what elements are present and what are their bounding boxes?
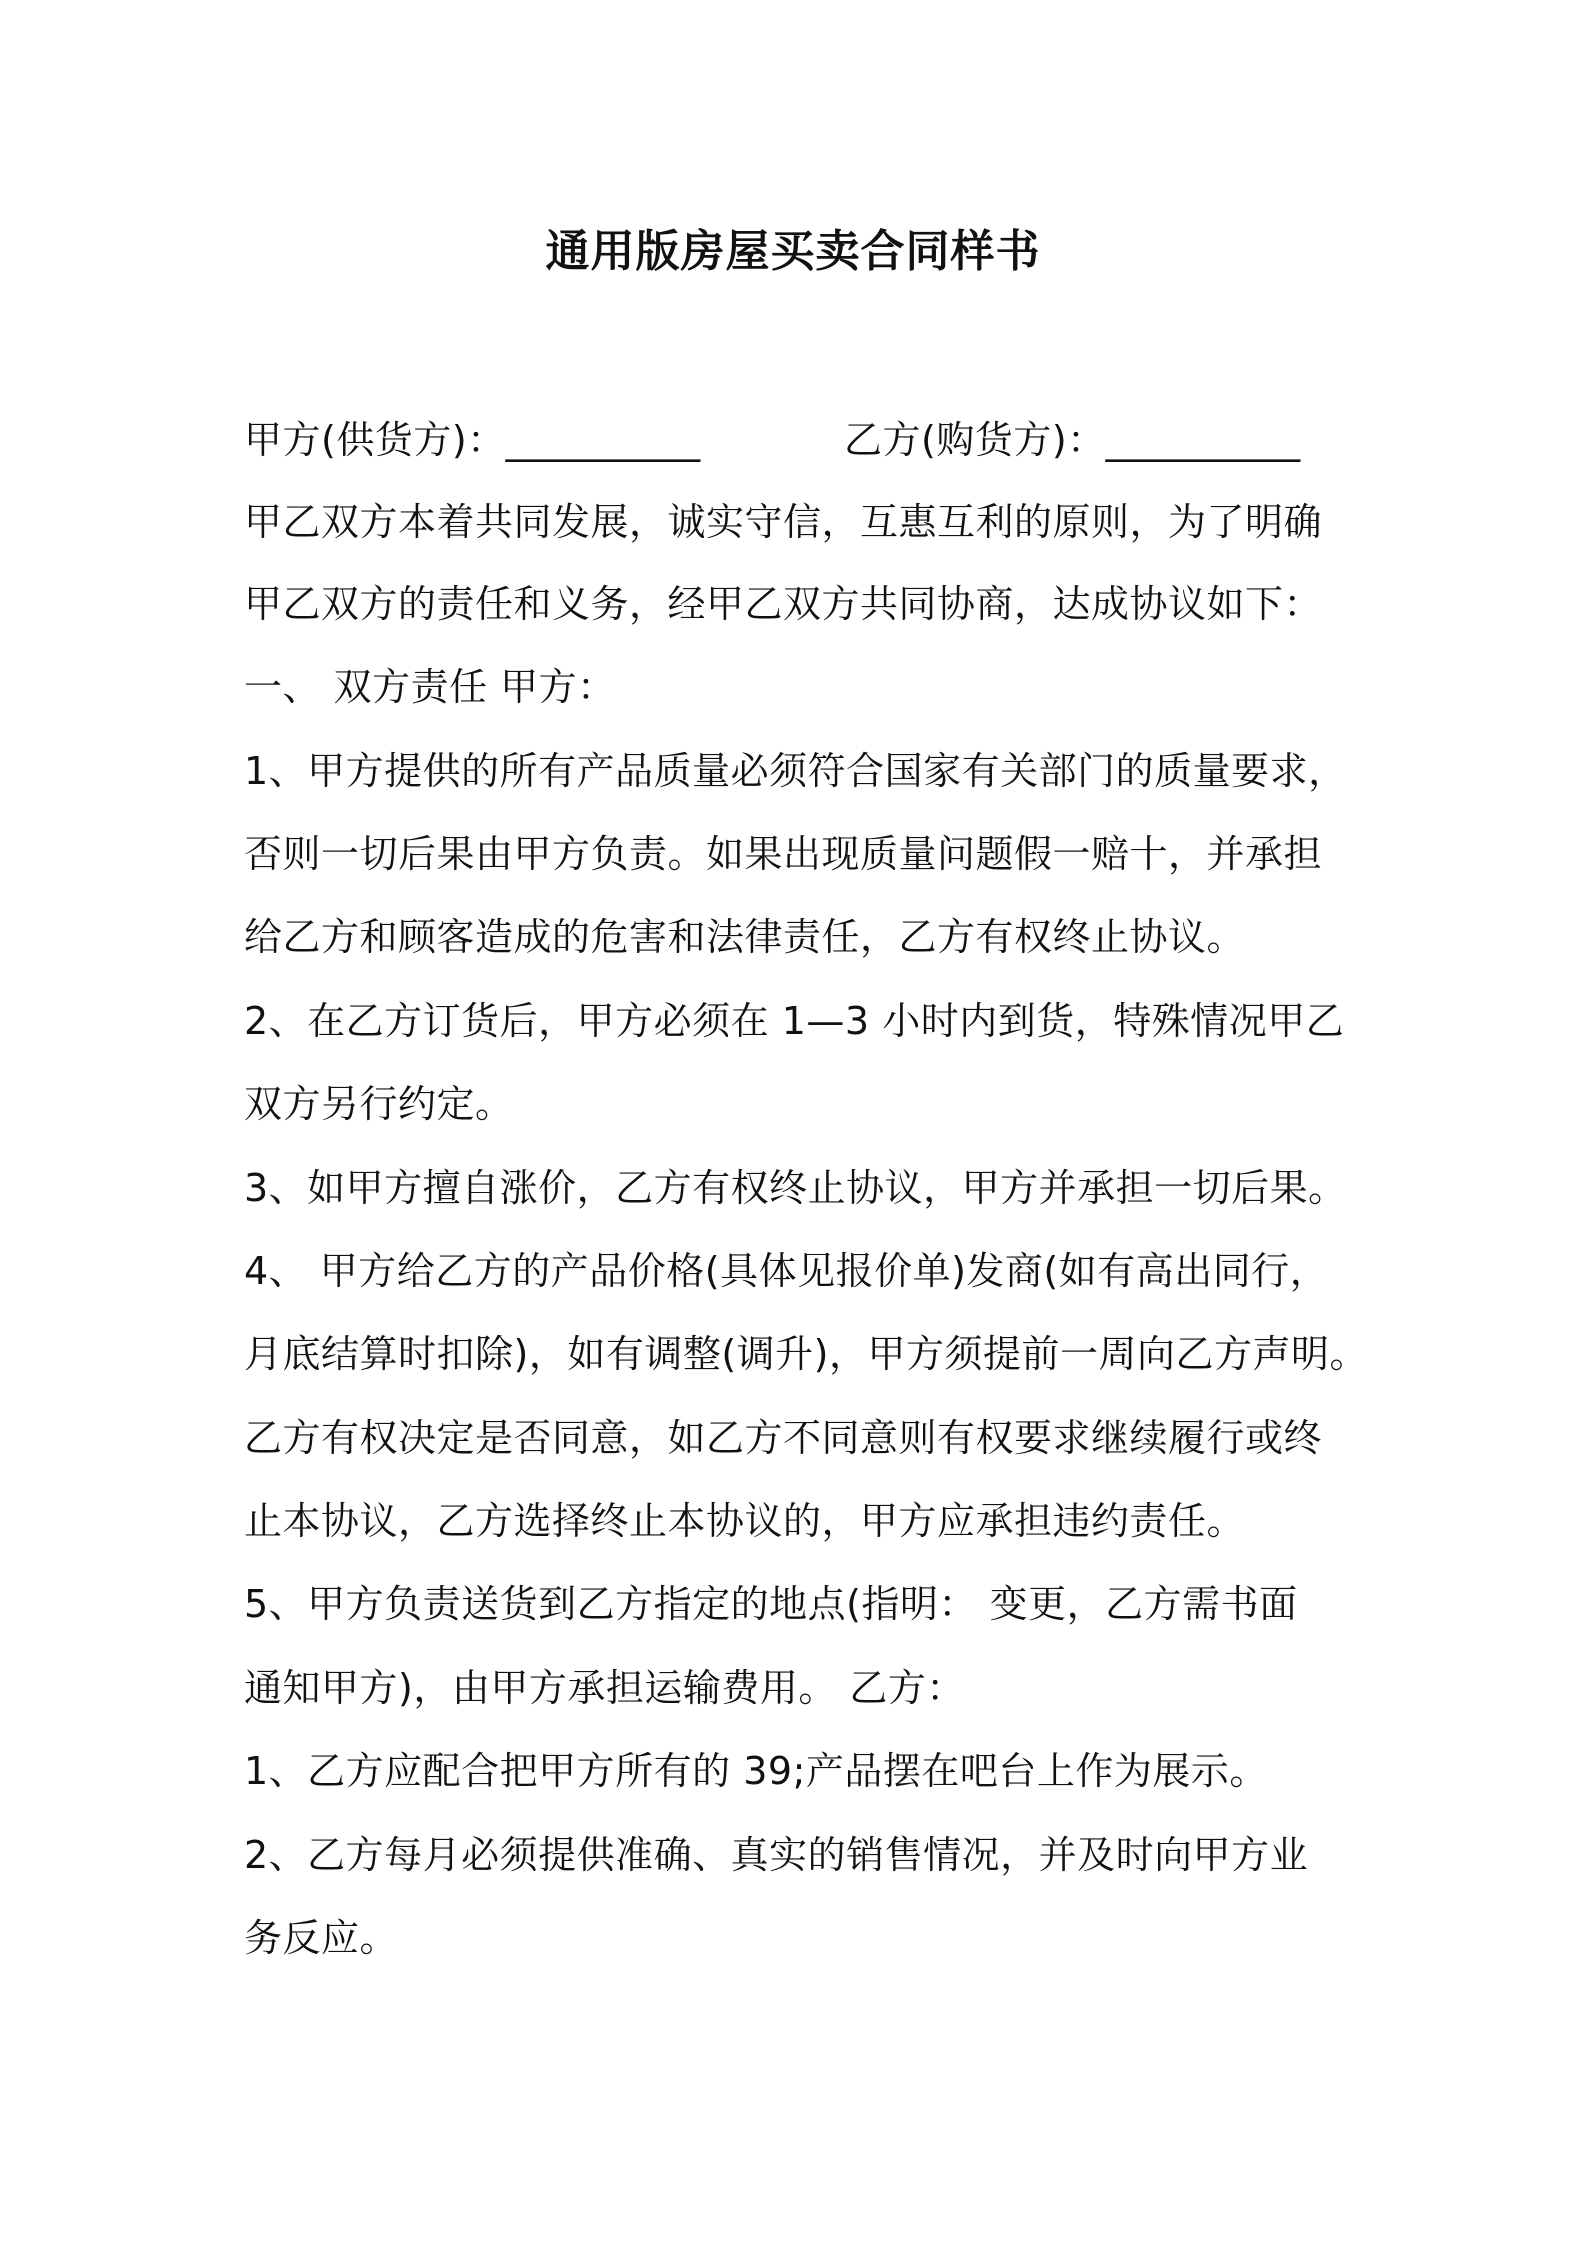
paragraph-line: 4、 甲方给乙方的产品价格(具体见报价单)发商(如有高出同行， xyxy=(244,1249,1329,1293)
section-heading: 一、 双方责任 甲方： xyxy=(244,665,616,709)
paragraph-line: 双方另行约定。 xyxy=(244,1082,514,1126)
party-a-field: 甲方(供货方)：__________ xyxy=(244,418,701,462)
party-b-field: 乙方(购货方)：__________ xyxy=(844,418,1301,462)
paragraph-line: 2、在乙方订货后，甲方必须在 1—3 小时内到货，特殊情况甲乙 xyxy=(244,999,1345,1043)
paragraph-line: 通知甲方)，由甲方承担运输费用。 乙方： xyxy=(244,1666,965,1710)
paragraph-line: 甲乙双方本着共同发展，诚实守信，互惠互利的原则，为了明确 xyxy=(244,500,1323,544)
paragraph-line: 否则一切后果由甲方负责。如果出现质量问题假一赔十，并承担 xyxy=(244,832,1323,876)
paragraph-line: 务反应。 xyxy=(244,1916,399,1960)
paragraph-line: 给乙方和顾客造成的危害和法律责任，乙方有权终止协议。 xyxy=(244,915,1246,959)
paragraph-line: 3、如甲方擅自涨价，乙方有权终止协议，甲方并承担一切后果。 xyxy=(244,1166,1347,1210)
paragraph-line: 月底结算时扣除)，如有调整(调升)，甲方须提前一周向乙方声明。 xyxy=(244,1332,1368,1376)
paragraph-line: 乙方有权决定是否同意，如乙方不同意则有权要求继续履行或终 xyxy=(244,1416,1323,1460)
paragraph-line: 甲乙双方的责任和义务，经甲乙双方共同协商，达成协议如下： xyxy=(244,582,1323,626)
paragraph-line: 2、乙方每月必须提供准确、真实的销售情况，并及时向甲方业 xyxy=(244,1833,1309,1877)
paragraph-line: 1、甲方提供的所有产品质量必须符合国家有关部门的质量要求， xyxy=(244,749,1347,793)
document-title: 通用版房屋买卖合同样书 xyxy=(545,226,1041,277)
paragraph-line: 止本协议，乙方选择终止本协议的，甲方应承担违约责任。 xyxy=(244,1499,1246,1543)
paragraph-line: 1、乙方应配合把甲方所有的 39;产品摆在吧台上作为展示。 xyxy=(244,1749,1268,1793)
paragraph-line: 5、甲方负责送货到乙方指定的地点(指明： 变更，乙方需书面 xyxy=(244,1582,1298,1626)
